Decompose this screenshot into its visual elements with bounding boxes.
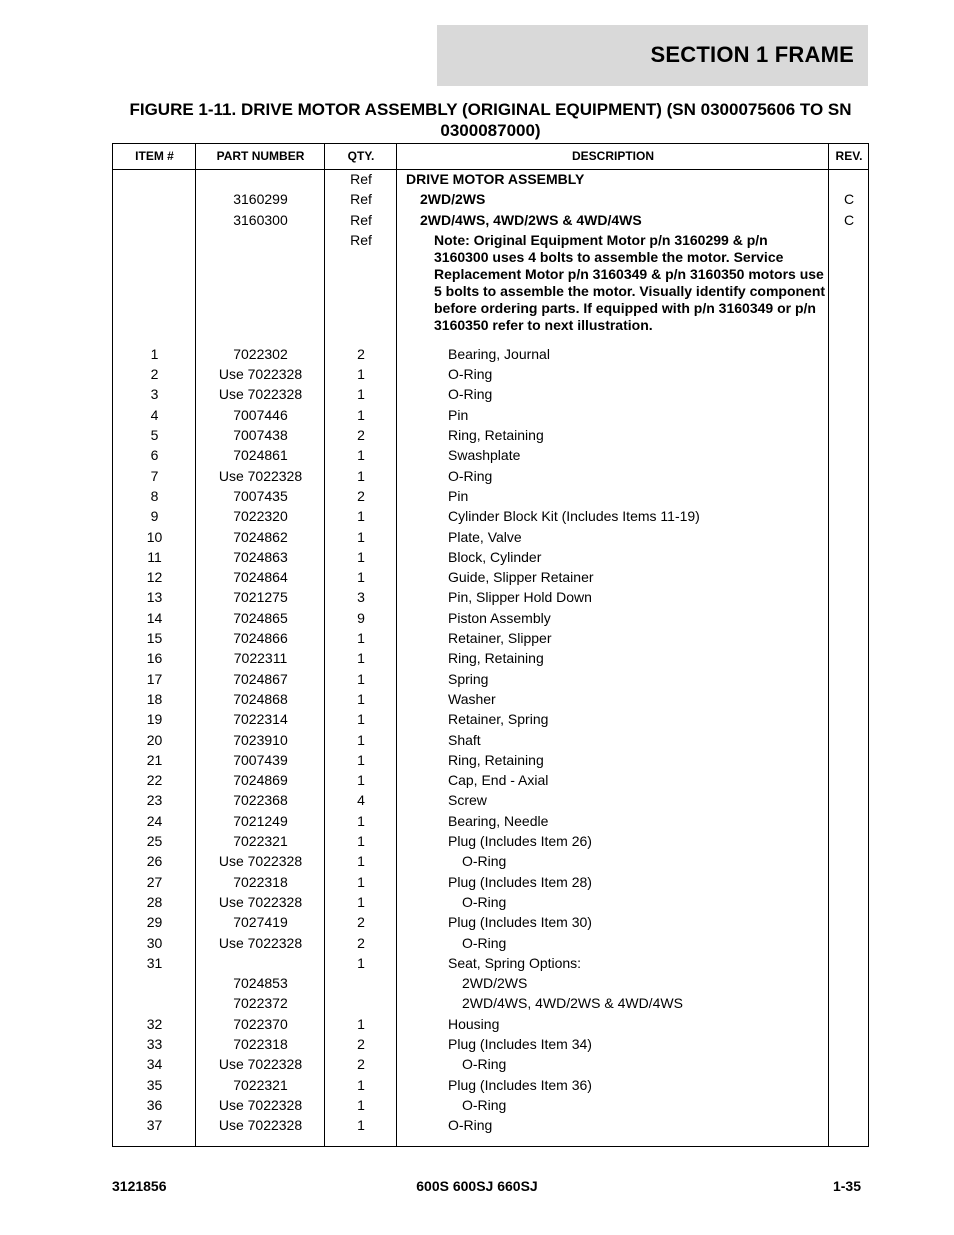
quantity: 1 [357,833,365,850]
table-row [113,669,868,689]
quantity: 1 [357,893,365,910]
quantity: 1 [357,670,365,687]
part-number: 7023910 [233,731,288,748]
quantity: 1 [357,731,365,748]
table-body [113,169,868,1135]
description: Plug (Includes Item 26) [448,833,592,850]
description: 2WD/2WS [420,191,486,208]
item-number: 20 [146,731,163,748]
description: O-Ring [462,853,507,870]
quantity: 3 [357,589,365,606]
description: Plug (Includes Item 28) [448,873,592,890]
part-number: Use 7022328 [218,386,303,403]
item-number: 18 [146,690,163,707]
table-row [113,709,868,729]
part-number: Use 7022328 [218,893,303,910]
description: O-Ring [462,1096,507,1113]
item-number: 30 [146,934,163,951]
quantity: 2 [357,934,365,951]
quantity: 4 [357,792,365,809]
quantity: 1 [357,447,365,464]
quantity: 2 [357,345,365,362]
table-row [113,547,868,567]
column-header-qty: QTY. [347,149,375,163]
table-row [113,210,868,230]
item-number: 16 [146,650,163,667]
quantity: 2 [357,427,365,444]
part-number: 7024866 [233,630,288,647]
table-row [113,1115,868,1135]
item-number: 3 [150,386,159,403]
table-row [113,1095,868,1115]
table-row [113,953,868,973]
description: Plug (Includes Item 30) [448,914,592,931]
table-row [113,506,868,526]
item-number: 27 [146,873,163,890]
table-row [113,973,868,993]
item-number: 1 [150,345,159,362]
part-number: 7024867 [233,670,288,687]
description: Plate, Valve [448,528,522,545]
table-row [113,811,868,831]
item-number: 4 [150,406,159,423]
item-number: 34 [146,1056,163,1073]
quantity: 1 [357,1076,365,1093]
part-number: 7022321 [233,833,288,850]
table-row [113,851,868,871]
item-number: 22 [146,772,163,789]
table-row [113,425,868,445]
item-number: 37 [146,1117,163,1134]
item-number: 19 [146,711,163,728]
part-number: 7022318 [233,1035,288,1052]
section-title: SECTION 1 FRAME [650,42,854,67]
page-number: 1-35 [832,1178,861,1194]
description: Plug (Includes Item 36) [448,1076,592,1093]
part-number: 7024864 [233,569,288,586]
table-row [113,169,868,189]
description: Ring, Retaining [448,650,544,667]
quantity: Ref [350,191,372,208]
description: O-Ring [448,386,493,403]
table-row [113,486,868,506]
description: Ring, Retaining [448,427,544,444]
description: O-Ring [448,366,493,383]
table-row [113,993,868,1013]
item-number: 13 [146,589,163,606]
description: Spring [448,670,489,687]
table-row [113,689,868,709]
table-row [113,587,868,607]
table-row [113,608,868,628]
quantity: 1 [357,508,365,525]
quantity: 1 [357,1117,365,1134]
description: 2WD/4WS, 4WD/2WS & 4WD/4WS [462,995,683,1012]
description: Cylinder Block Kit (Includes Items 11-19) [448,508,700,525]
quantity: 9 [357,609,365,626]
table-row [113,384,868,404]
table-row [113,628,868,648]
section-banner [437,25,868,86]
doc-number: 3121856 [112,1178,167,1194]
part-number: Use 7022328 [218,1117,303,1134]
table-row [113,831,868,851]
description: Housing [448,1015,500,1032]
description: Note: Original Equipment Motor p/n 3160299 & p/n 3160300 uses 4 bolts to assemble the motor. Service Replacement Motor p/n 3160349 & p/n 3160350 motors use 5 bolts to assemble the motor. Visually identify component before ordering parts. If equipped with p/n 3160349 or p/n 3160350 refer to next illustration. [434,231,826,333]
quantity: 1 [357,528,365,545]
part-number: 7022320 [233,508,288,525]
part-number: Use 7022328 [218,366,303,383]
part-number: 7022302 [233,345,288,362]
description: Retainer, Slipper [448,630,552,647]
item-number: 29 [146,914,163,931]
item-number: 33 [146,1035,163,1052]
part-number: 7024863 [233,548,288,565]
quantity: 1 [357,406,365,423]
item-number: 2 [150,366,159,383]
table-row [113,750,868,770]
table-row [113,445,868,465]
quantity: Ref [350,171,372,187]
part-number: 7024865 [233,609,288,626]
quantity: 1 [357,1096,365,1113]
description: Pin [448,487,469,504]
item-number: 28 [146,893,163,910]
model-list: 600S 600SJ 660SJ [416,1178,538,1194]
table-row [113,730,868,750]
quantity: 2 [357,1056,365,1073]
table-row [113,892,868,912]
part-number: 7022372 [233,995,288,1012]
description: Piston Assembly [448,609,551,626]
quantity: 1 [357,711,365,728]
description: O-Ring [462,1056,507,1073]
table-row [113,405,868,425]
table-row [113,933,868,953]
description: Block, Cylinder [448,548,542,565]
part-number: 7007439 [233,751,288,768]
table-row [113,364,868,384]
item-number: 9 [150,508,159,525]
table-row [113,1034,868,1054]
item-number: 10 [146,528,163,545]
item-number: 12 [146,569,163,586]
part-number: 7021249 [233,812,288,829]
table-row [113,912,868,932]
table-row [113,527,868,547]
quantity: 2 [357,914,365,931]
part-number: 3160300 [233,211,288,228]
part-number: 7024862 [233,528,288,545]
item-number: 7 [150,467,159,484]
item-number: 24 [146,812,163,829]
part-number: Use 7022328 [218,853,303,870]
table-row [113,770,868,790]
description: Washer [448,690,496,707]
part-number: Use 7022328 [218,467,303,484]
part-number: 7027419 [233,914,288,931]
description: O-Ring [462,934,507,951]
part-number: 7024869 [233,772,288,789]
item-number: 15 [146,630,163,647]
item-number: 5 [150,427,159,444]
item-number: 11 [147,548,162,565]
quantity: 1 [357,772,365,789]
part-number: 7024861 [233,447,288,464]
description: Retainer, Spring [448,711,549,728]
part-number: 7022370 [233,1015,288,1032]
parts-table [112,143,869,1147]
revision: C [843,191,855,208]
description: O-Ring [448,1117,493,1134]
table-row [113,567,868,587]
item-number: 26 [146,853,163,870]
item-number: 14 [146,609,163,626]
description: Screw [448,792,487,809]
table-row [113,648,868,668]
item-number: 36 [146,1096,163,1113]
description: Seat, Spring Options: [448,954,582,971]
column-header-part-number: PART NUMBER [216,149,305,163]
figure-title: FIGURE 1-11. DRIVE MOTOR ASSEMBLY (ORIGINAL EQUIPMENT) (SN 0300075606 TO SN 0300087000) [129,100,852,140]
description: Swashplate [448,447,521,464]
quantity: 1 [357,467,365,484]
part-number: 7022318 [233,873,288,890]
quantity: 1 [357,569,365,586]
column-header-item: ITEM # [135,149,174,163]
description: 2WD/4WS, 4WD/2WS & 4WD/4WS [420,211,642,228]
description: Cap, End - Axial [448,772,549,789]
description: DRIVE MOTOR ASSEMBLY [406,171,585,187]
description: Pin [448,406,469,423]
part-number: 7024853 [233,975,288,992]
description: Bearing, Needle [448,812,549,829]
quantity: 1 [357,751,365,768]
quantity: 1 [357,1015,365,1032]
revision: C [843,211,855,228]
description: Plug (Includes Item 34) [448,1035,592,1052]
quantity: 2 [357,487,365,504]
quantity: 1 [357,630,365,647]
column-header-description: DESCRIPTION [571,149,654,163]
quantity: 1 [357,650,365,667]
quantity: 2 [357,1035,365,1052]
part-number: 7022368 [233,792,288,809]
part-number: 7024868 [233,690,288,707]
item-number: 17 [146,670,163,687]
description: Pin, Slipper Hold Down [448,589,592,606]
table-row [113,230,868,344]
quantity: 1 [357,366,365,383]
quantity: Ref [350,211,372,228]
quantity: 1 [357,386,365,403]
table-row [113,872,868,892]
description: O-Ring [462,893,507,910]
item-number: 21 [146,751,163,768]
item-number: 35 [146,1076,163,1093]
part-number: 7007438 [233,427,288,444]
table-row [113,466,868,486]
description: O-Ring [448,467,493,484]
description: Bearing, Journal [448,345,550,362]
part-number: Use 7022328 [218,1056,303,1073]
item-number: 25 [146,833,163,850]
item-number: 31 [146,954,163,971]
quantity: 1 [357,548,365,565]
item-number: 32 [146,1015,163,1032]
description: Guide, Slipper Retainer [448,569,594,586]
table-row [113,189,868,209]
quantity: 1 [357,873,365,890]
part-number: 7007446 [233,406,288,423]
part-number: Use 7022328 [218,934,303,951]
part-number: 7021275 [233,589,288,606]
quantity: 1 [357,954,365,971]
part-number: 7022321 [233,1076,288,1093]
table-row [113,1014,868,1034]
description: Ring, Retaining [448,751,544,768]
quantity: 1 [357,812,365,829]
quantity: 1 [357,853,365,870]
item-number: 6 [150,447,159,464]
part-number: 7022311 [233,650,288,667]
item-number: 23 [146,792,163,809]
item-number: 8 [150,487,159,504]
table-row [113,1054,868,1074]
part-number: Use 7022328 [218,1096,303,1113]
description: 2WD/2WS [462,975,528,992]
quantity: 1 [357,690,365,707]
table-row [113,344,868,364]
table-row [113,790,868,810]
quantity: Ref [350,231,372,248]
part-number: 7007435 [233,487,288,504]
part-number: 3160299 [233,191,288,208]
description: Shaft [448,731,481,748]
table-row [113,1075,868,1095]
column-header-rev: REV. [835,149,863,163]
part-number: 7022314 [233,711,288,728]
